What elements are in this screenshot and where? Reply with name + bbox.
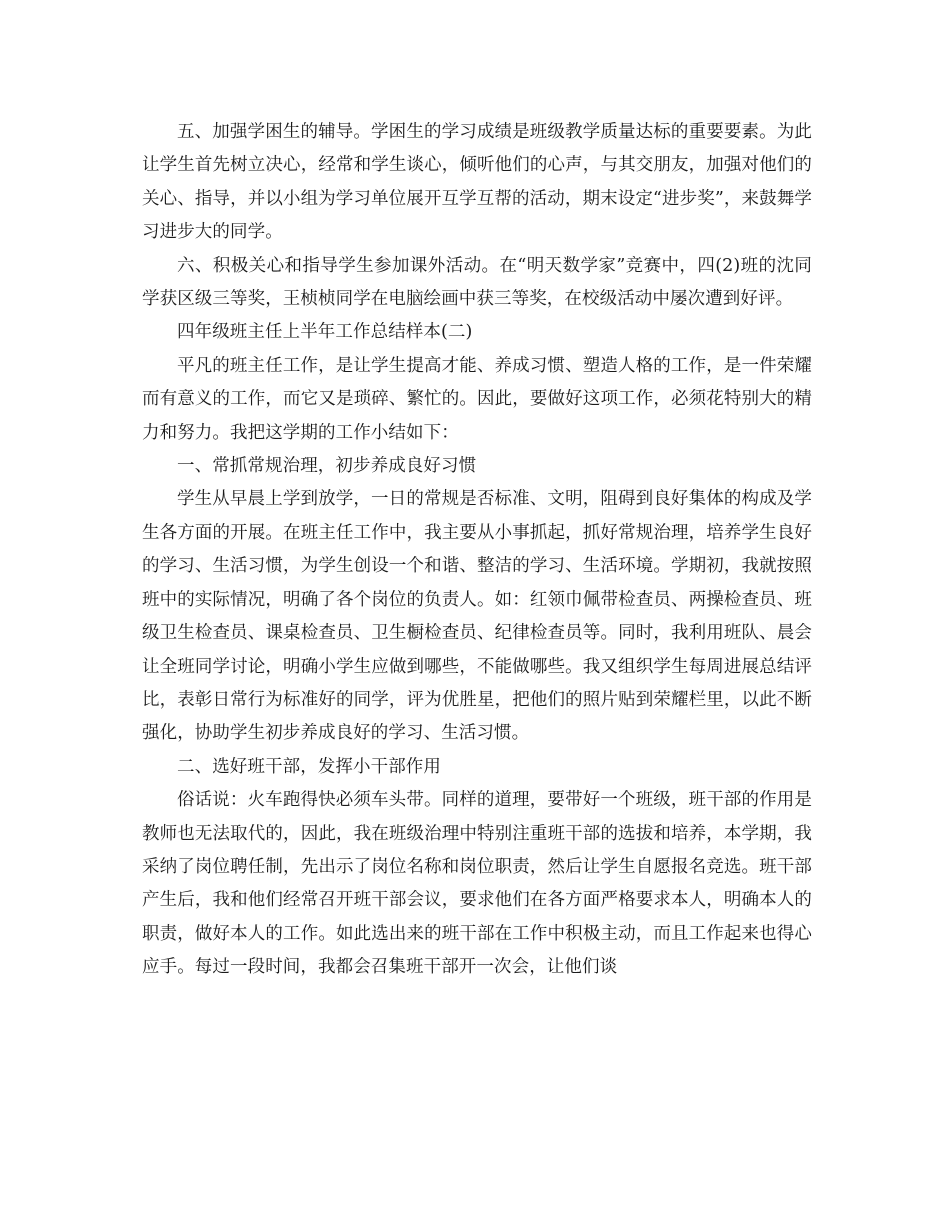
paragraph-introduction: 平凡的班主任工作，是让学生提高才能、养成习惯、塑造人格的工作，是一件荣耀而有意义的工作，而它又是琐碎、繁忙的。因此，要做好这项工作，必须花特别大的精力和努力。我把这学期的工作小结如下：: [142, 355, 812, 443]
paragraph-routine-management: 学生从早晨上学到放学，一日的常规是否标准、文明，阻碍到良好集体的构成及学生各方面的开展。在班主任工作中，我主要从小事抓起，抓好常规治理，培养学生良好的学习、生活习惯，为学生创设一个和谐、整洁的学习、生活环境。学期初，我就按照班中的实际情况，明确了各个岗位的负责人。如：红领巾佩带检查员、两操检查员、班级卫生检查员、课桌检查员、卫生橱检查员、纪律检查员等。同时，我利用班队、晨会让全班同学讨论，明确小学生应做到哪些，不能做哪些。我又组织学生每周进展总结评比，表彰日常行为标准好的同学，评为优胜星，把他们的照片贴到荣耀栏里，以此不断强化，协助学生初步养成良好的学习、生活习惯。: [142, 489, 812, 744]
heading-class-cadres: 二、选好班干部，发挥小干部作用: [177, 756, 441, 777]
heading-routine-management: 一、常抓常规治理，初步养成良好习惯: [177, 456, 477, 477]
paragraph-tutoring-struggling-students: 五、加强学困生的辅导。学困生的学习成绩是班级教学质量达标的重要要素。为此让学生首先树立决心，经常和学生谈心，倾听他们的心声，与其交朋友，加强对他们的关心、指导，并以小组为学习单位展开互学互帮的活动，期末设定“进步奖”，来鼓舞学习进步大的同学。: [142, 122, 812, 243]
document-body: [142, 116, 812, 985]
section-title-sample-two: 四年级班主任上半年工作总结样本(二): [177, 322, 473, 343]
paragraph-extracurricular-activities: 六、积极关心和指导学生参加课外活动。在“明天数学家”竞赛中，四(2)班的沈同学获区级三等奖，王桢桢同学在电脑绘画中获三等奖，在校级活动中屡次遭到好评。: [142, 255, 812, 310]
paragraph-class-cadres: 俗话说：火车跑得快必须车头带。同样的道理，要带好一个班级，班干部的作用是教师也无法取代的，因此，我在班级治理中特别注重班干部的选拔和培养，本学期，我采纳了岗位聘任制，先出示了岗位名称和岗位职责，然后让学生自愿报名竞选。班干部产生后，我和他们经常召开班干部会议，要求他们在各方面严格要求本人，明确本人的职责，做好本人的工作。如此选出来的班干部在工作中积极主动，而且工作起来也得心应手。每过一段时间，我都会召集班干部开一次会，让他们谈: [142, 790, 812, 978]
